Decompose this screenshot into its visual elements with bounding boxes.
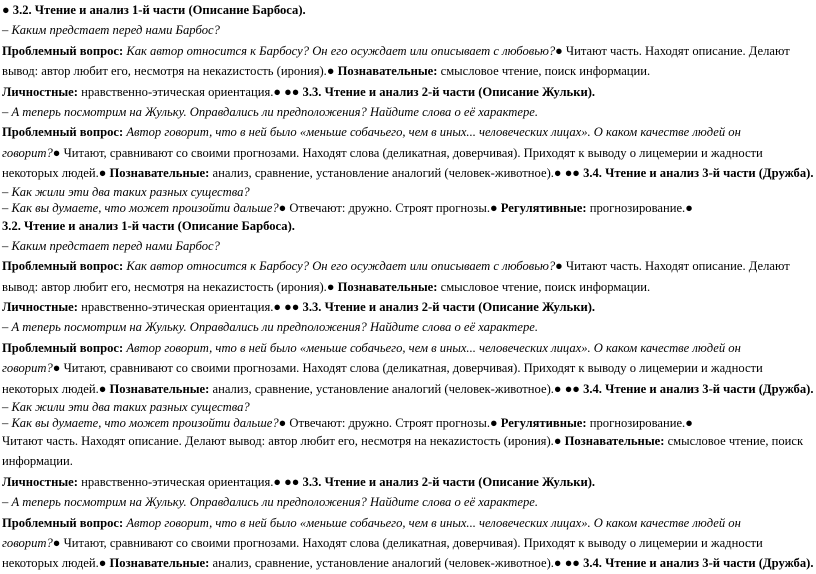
question-line: – Каким предстает перед нами Барбос? [2,23,220,38]
problem-line: Проблемный вопрос: Автор говорит, что в ней было «меньше собачьего, чем в иных... человеческих лицах». О каком качестве людей он [2,340,741,355]
section-heading [2,0,814,20]
question-line: – А теперь посмотрим на Жульку. Оправдались ли предположения? Найдите слова о её характере. [2,495,539,510]
text-line: говорит?● Читают, сравнивают со своими прогнозами. Находят слова (деликатная, доверчивая). Приходят к выводу о лицемерии и жадности [2,535,763,550]
problem-line: Проблемный вопрос: Автор говорит, что в ней было «меньше собачьего, чем в иных... человеческих лицах». О каком качестве людей он [2,515,741,530]
problem-line: Проблемный вопрос: Как автор относится к Барбосу? Он его осуждает или описывает с любовью?● Читают часть. Находят описание. Делают [2,43,790,58]
problem-line: Проблемный вопрос: Как автор относится к Барбосу? Он его осуждает или описывает с любовью?● Читают часть. Находят описание. Делают [2,259,790,274]
question-line: – А теперь посмотрим на Жульку. Оправдались ли предположения? Найдите слова о её характере. [2,104,539,119]
question-line: – Каким предстает перед нами Барбос? [2,238,220,253]
text-line: Личностные: нравственно-этическая ориентация.● ●● 3.3. Чтение и анализ 2-й части (Описание Жульки). [2,300,596,315]
bullet: ● [2,3,10,17]
section-heading: 3.2. Чтение и анализ 1-й части (Описание Барбоса). [2,218,295,233]
question-line: – Как жили эти два таких разных существа? [2,184,250,199]
problem-line: Проблемный вопрос: Автор говорит, что в ней было «меньше собачьего, чем в иных... человеческих лицах». О каком качестве людей он [2,125,741,140]
section-title: 3.2. Чтение и анализ 1-й части (Описание Барбоса). [12,3,306,17]
text-line: вывод: автор любит его, несмотря на некazистость (ирония).● Познавательные: смысловое чтение, поиск информации. [2,64,651,79]
text-line: информации. [2,454,73,469]
text-line: Личностные: нравственно-этическая ориентация.● ●● 3.3. Чтение и анализ 2-й части (Описание Жульки). [2,474,596,489]
text-line: Читают часть. Находят описание. Делают вывод: автор любит его, несмотря на некazистость (ирония).● Познавательные: смысловое чтение, поиск [2,434,804,449]
text-line: некоторых людей.● Познавательные: анализ, сравнение, установление аналогий (человек-животное).● ●● 3.4. Чтение и анализ 3-й части (Дружба). [2,381,814,396]
text-line: говорит?● Читают, сравнивают со своими прогнозами. Находят слова (деликатная, доверчивая). Приходят к выводу о лицемерии и жадности [2,361,763,376]
question-line: – Как жили эти два таких разных существа? [2,400,250,415]
text-line: вывод: автор любит его, несмотря на некazистость (ирония).● Познавательные: смысловое чтение, поиск информации. [2,279,651,294]
question-line: – А теперь посмотрим на Жульку. Оправдались ли предположения? Найдите слова о её характере. [2,320,539,335]
text-line: Личностные: нравственно-этическая ориентация.● ●● 3.3. Чтение и анализ 2-й части (Описание Жульки). [2,84,596,99]
question-line: – Как вы думаете, что может произойти дальше?● Отвечают: дружно. Строят прогнозы.● Регулятивные: прогнозирование.● [2,200,693,215]
text-line: некоторых людей.● Познавательные: анализ, сравнение, установление аналогий (человек-животное).● ●● 3.4. Чтение и анализ 3-й части (Дружба). [2,166,814,181]
document-body [2,0,814,574]
text-line: некоторых людей.● Познавательные: анализ, сравнение, установление аналогий (человек-животное).● ●● 3.4. Чтение и анализ 3-й части (Дружба). [2,556,814,571]
question-line: – Как вы думаете, что может произойти дальше?● Отвечают: дружно. Строят прогнозы.● Регулятивные: прогнозирование.● [2,416,693,431]
text-line: говорит?● Читают, сравнивают со своими прогнозами. Находят слова (деликатная, доверчивая). Приходят к выводу о лицемерии и жадности [2,145,763,160]
